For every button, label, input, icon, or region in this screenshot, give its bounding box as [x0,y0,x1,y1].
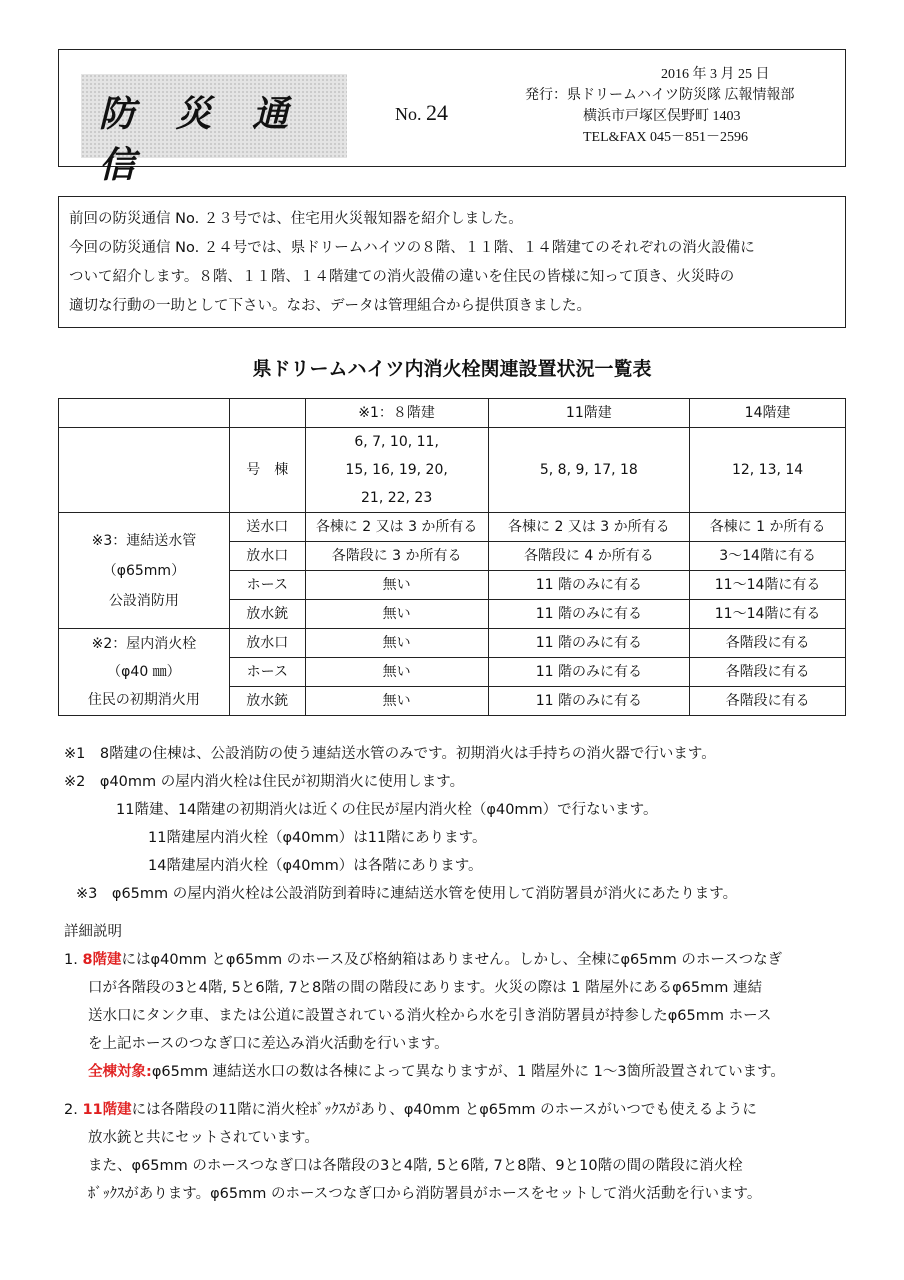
detail-p2-line: また、φ65mm のホースつなぎ口は各階段の3と4階, 5と6階, 7と8階、9と10階の間の階段に消火栓 [88,1158,743,1174]
item-label: 放水口 [229,542,305,571]
buildings-8f-line: 6, 7, 10, 11, [354,434,439,450]
table-cell: 無い [305,658,488,687]
p2-highlight: 11階建 [82,1102,132,1118]
detail-p1-line: 口が各階段の3と4階, 5と6階, 7と8階の間の階段にあります。火災の際は 1 階屋外にあるφ65mm 連結 [88,980,762,996]
group-label-line: ※2：屋内消火栓 [91,636,197,652]
buildings-8f [305,428,488,513]
note-1: ※1 8階建の住棟は、公設消防の使う連結送水管のみです。初期消火は手持ちの消火器で行います。 [64,746,716,762]
table-cell: 各階段に有る [690,687,846,716]
table-cell: 11～14階に有る [690,571,846,600]
empty-cell [59,428,230,513]
table-cell: 11 階のみに有る [488,687,690,716]
detail-p1-line1 [64,946,785,974]
table-cell: 無い [305,600,488,629]
equipment-table [58,398,846,716]
col-header-8f: ※1：８階建 [305,399,488,428]
issue-date: 2016 年 3 月 25 日 [661,67,770,82]
detail-p2-line: ﾎﾞｯｸｽがあります。φ65mm のホースつなぎ口から消防署員がホースをセットして消火活動を行います。 [88,1186,762,1202]
note-2c: 14階建屋内消火栓（φ40mm）は各階にあります。 [148,858,483,874]
intro-box [58,196,846,328]
detail-heading: 詳細説明 [64,924,122,940]
buildings-14f: 12, 13, 14 [690,428,846,513]
table-cell: 11 階のみに有る [488,571,690,600]
col-header-11f: 11階建 [488,399,690,428]
group-label-indoor-hydrant [59,629,230,716]
item-label: 送水口 [229,513,305,542]
p1-highlight-2: 全棟対象: [88,1064,152,1080]
intro-line: 前回の防災通信 No. ２３号では、住宅用火災報知器を紹介しました。 [69,211,523,227]
item-label: ホース [229,658,305,687]
group-label-line: ※3：連結送水管 [91,532,197,549]
table-row-buildings [59,428,846,513]
empty-cell [229,399,305,428]
table-cell: 各階段に有る [690,629,846,658]
p1-highlight: 8階建 [82,952,122,968]
footnotes [64,740,737,908]
p2-text: には各階段の11階に消火栓ﾎﾞｯｸｽがあり、φ40mm とφ65mm のホースがいつでも使えるように [131,1102,757,1118]
table-cell: 各棟に 2 又は 3 か所有る [488,513,690,542]
buildings-11f: 5, 8, 9, 17, 18 [488,428,690,513]
p1-number: 1. [64,952,78,968]
table-row [59,513,846,542]
note-3: ※3 φ65mm の屋内消火栓は公設消防到着時に連結送水管を使用して消防署員が消火にあたります。 [76,886,738,902]
address: 横浜市戸塚区俣野町 1403 [583,109,741,124]
buildings-8f-line: 21, 22, 23 [361,490,433,506]
table-title: 県ドリームハイツ内消火栓関連設置状況一覧表 [252,358,652,380]
table-cell: 無い [305,687,488,716]
group-label-line: 住民の初期消火用 [87,692,200,708]
table-cell: 各階段に有る [690,658,846,687]
p1-text: にはφ40mm とφ65mm のホース及び格納箱はありません。しかし、全棟にφ65mm のホースつなぎ [121,952,783,968]
detail-p1-line: を上記ホースのつなぎ口に差込み消火活動を行います。 [88,1036,449,1052]
intro-line: 今回の防災通信 No. ２４号では、県ドリームハイツの８階、１１階、１４階建てのそれぞれの消火設備に [69,240,755,256]
empty-cell [59,399,230,428]
issue-prefix: No. [395,104,422,124]
intro-line: 適切な行動の一助として下さい。なお、データは管理組合から提供頂きました。 [69,298,591,314]
row-label-buildings: 号 棟 [229,428,305,513]
table-cell: 11 階のみに有る [488,658,690,687]
issue-number [395,100,448,126]
publisher: 発行：県ドリームハイツ防災隊 広報情報部 [525,88,795,103]
detail-section [64,918,785,1208]
detail-p1-line: 送水口にタンク車、または公道に設置されている消火栓から水を引き消防署員が持参したφ65mm ホース [88,1008,772,1024]
note-2b: 11階建屋内消火栓（φ40mm）は11階にあります。 [148,830,487,846]
publisher-info [525,64,795,148]
detail-p2-line: 放水銃と共にセットされています。 [88,1130,319,1146]
table-cell: 各棟に 1 か所有る [690,513,846,542]
issue-num: 24 [426,100,448,125]
table-cell: 各階段に 4 か所有る [488,542,690,571]
table-cell: 無い [305,571,488,600]
title-plate [81,74,347,186]
item-label: 放水銃 [229,687,305,716]
item-label: 放水銃 [229,600,305,629]
intro-line: ついて紹介します。８階、１１階、１４階建ての消火設備の違いを住民の皆様に知って頂き、火災時の [69,269,735,285]
table-cell: 3～14階に有る [690,542,846,571]
table-cell: 各階段に 3 か所有る [305,542,488,571]
group-label-line: 公設消防用 [108,592,179,609]
tel-fax: TEL&FAX 045－851－2596 [583,130,749,145]
p2-number: 2. [64,1102,78,1118]
p1-text-5: φ65mm 連結送水口の数は各棟によって異なりますが、1 階屋外に 1～3箇所設置されています。 [151,1064,785,1080]
newsletter-title: 防 災 通 信 [99,93,303,186]
note-2: ※2 φ40mm の屋内消火栓は住民が初期消火に使用します。 [64,774,465,790]
table-row [59,629,846,658]
group-label-standpipe [59,513,230,629]
table-header-row [59,399,846,428]
table-cell: 11 階のみに有る [488,629,690,658]
buildings-8f-line: 15, 16, 19, 20, [345,462,448,478]
detail-p1-line5 [64,1058,785,1086]
header-box [58,49,846,186]
table-cell: 各棟に 2 又は 3 か所有る [305,513,488,542]
table-cell: 11～14階に有る [690,600,846,629]
detail-p2-line1 [64,1096,785,1124]
group-label-line: （φ65mm） [102,562,186,579]
note-2a: 11階建、14階建の初期消火は近くの住民が屋内消火栓（φ40mm）で行ないます。 [116,802,658,818]
table-cell: 無い [305,629,488,658]
col-header-14f: 14階建 [690,399,846,428]
item-label: ホース [229,571,305,600]
group-label-line: （φ40 ㎜） [107,664,181,680]
table-cell: 11 階のみに有る [488,600,690,629]
item-label: 放水口 [229,629,305,658]
